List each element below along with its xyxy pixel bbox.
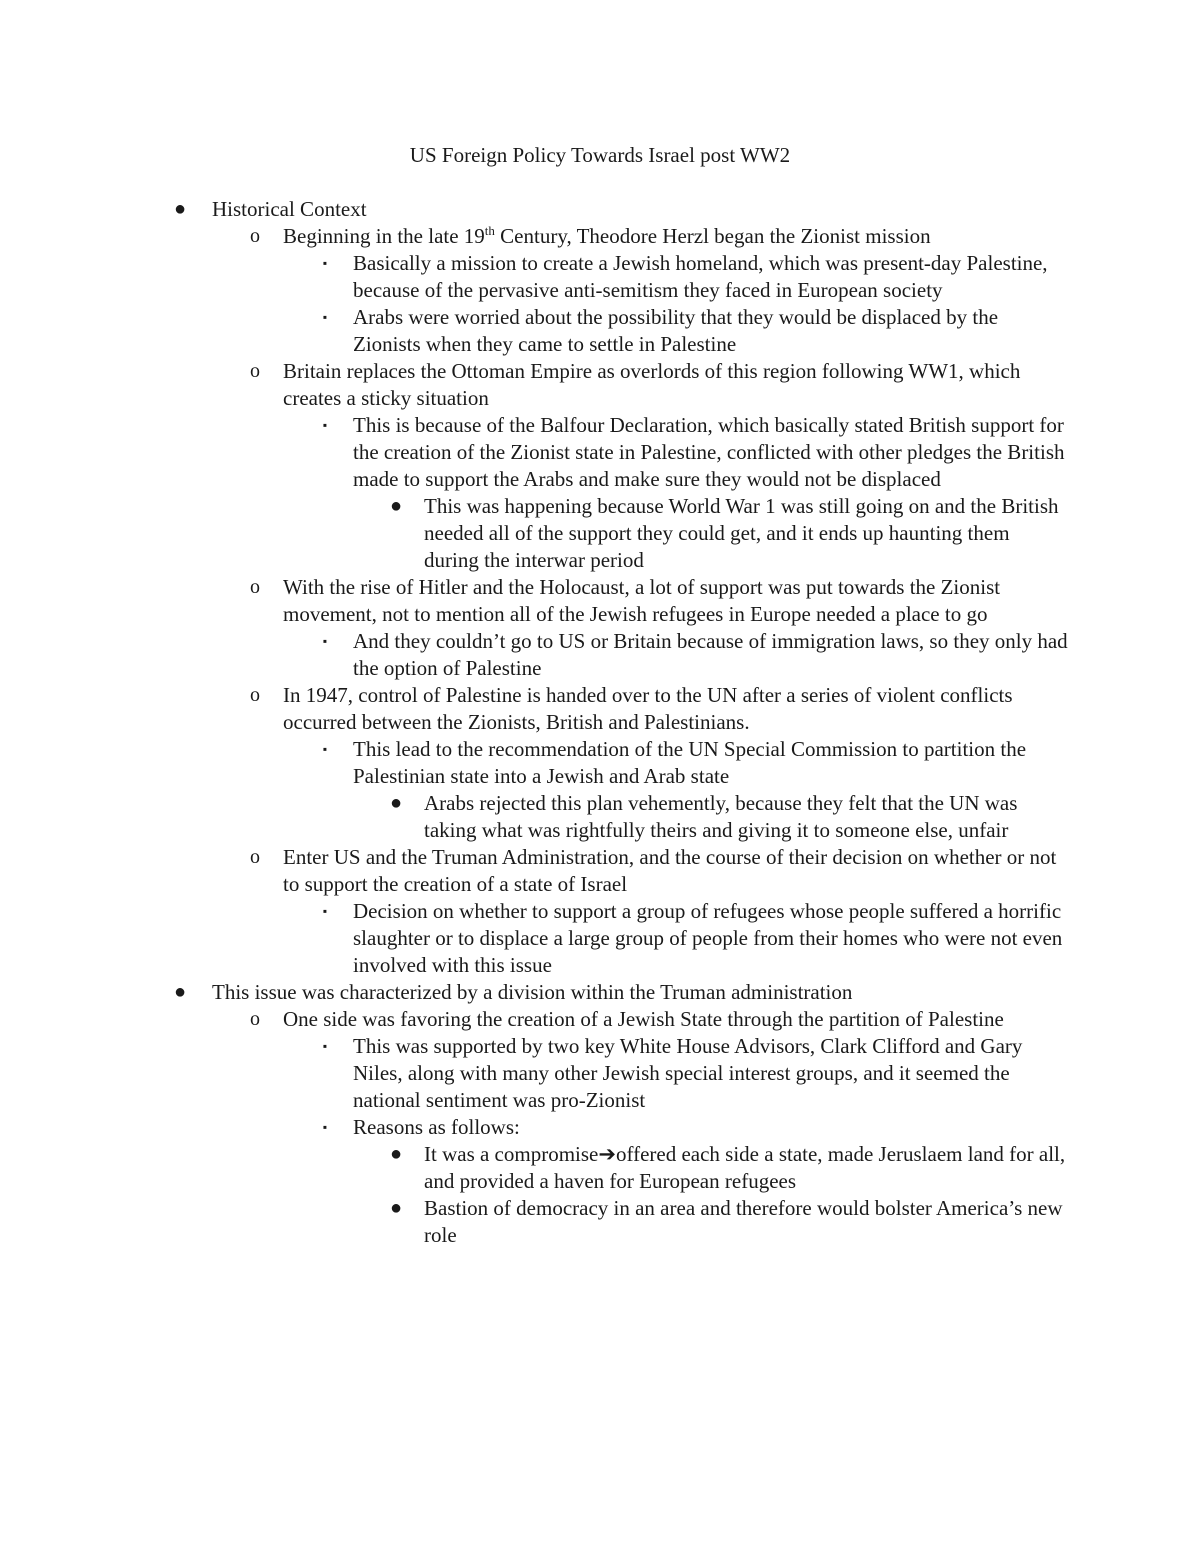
list-item-text: Historical Context [212, 197, 367, 221]
list-item [250, 844, 1073, 898]
list-item [389, 1195, 1069, 1249]
bullet-marker: ● [389, 1197, 403, 1219]
list-item [173, 979, 1072, 1006]
list-item [389, 790, 1069, 844]
list-item [322, 412, 1068, 493]
list-item [250, 1006, 1073, 1033]
circle-marker: o [250, 225, 260, 247]
list-item-text: Bastion of democracy in an area and therefore would bolster America’s new role [424, 1196, 1063, 1247]
outline-list [0, 196, 1200, 1249]
list-item [322, 1114, 1068, 1141]
list-item [322, 304, 1068, 358]
list-item-text: This is because of the Balfour Declaration, which basically stated British support for the creation of the Zionist state in Palestine, conflicted with other pledges the British made to support the Arabs and make sure they would not be displaced [353, 413, 1065, 491]
list-item-text: Arabs rejected this plan vehemently, because they felt that the UN was taking what was rightfully theirs and giving it to someone else, unfair [424, 791, 1018, 842]
document-title: US Foreign Policy Towards Israel post WW2 [409, 143, 791, 167]
list-item-text: This issue was characterized by a division within the Truman administration [212, 980, 853, 1004]
square-marker: ▪ [322, 1039, 328, 1053]
list-item-text: Beginning in the late 19 [283, 224, 485, 248]
bullet-marker: ● [389, 792, 403, 814]
list-item [322, 736, 1068, 790]
list-item-text: And they couldn’t go to US or Britain because of immigration laws, so they only had the option of Palestine [353, 629, 1068, 680]
circle-marker: o [250, 1008, 260, 1030]
bullet-marker: ● [173, 198, 187, 220]
list-item [322, 1033, 1068, 1114]
list-item [389, 493, 1069, 574]
list-item-text: Enter US and the Truman Administration, and the course of their decision on whether or not to support the creation of a state of Israel [283, 845, 1057, 896]
list-item-text: Arabs were worried about the possibility that they would be displaced by the Zionists when they came to settle in Palestine [353, 305, 999, 356]
list-item [250, 358, 1073, 412]
list-item-text: In 1947, control of Palestine is handed over to the UN after a series of violent conflicts occurred between the Zionists, British and Palestinians. [283, 683, 1013, 734]
square-marker: ▪ [322, 418, 328, 432]
superscript: th [484, 223, 495, 238]
list-item-text: Reasons as follows: [353, 1115, 520, 1139]
list-item [173, 196, 1072, 223]
list-item-text: Decision on whether to support a group of refugees whose people suffered a horrific slaughter or to displace a large group of people from their homes who were not even involved with this issue [353, 899, 1063, 977]
list-item-text: Britain replaces the Ottoman Empire as overlords of this region following WW1, which creates a sticky situation [283, 359, 1021, 410]
list-item [250, 574, 1073, 628]
circle-marker: o [250, 360, 260, 382]
list-item-text: One side was favoring the creation of a Jewish State through the partition of Palestine [283, 1007, 1004, 1031]
square-marker: ▪ [322, 742, 328, 756]
square-marker: ▪ [322, 310, 328, 324]
bullet-marker: ● [389, 1143, 403, 1165]
square-marker: ▪ [322, 904, 328, 918]
circle-marker: o [250, 576, 260, 598]
square-marker: ▪ [322, 634, 328, 648]
square-marker: ▪ [322, 256, 328, 270]
circle-marker: o [250, 684, 260, 706]
list-item [322, 628, 1068, 682]
bullet-marker: ● [173, 981, 187, 1003]
list-item-text: This was happening because World War 1 was still going on and the British needed all of the support they could get, and it ends up haunting them during the interwar period [424, 494, 1059, 572]
list-item [322, 898, 1068, 979]
list-item-text: With the rise of Hitler and the Holocaust, a lot of support was put towards the Zionist movement, not to mention all of the Jewish refugees in Europe needed a place to go [283, 575, 1001, 626]
list-item [250, 682, 1073, 736]
list-item-text: This lead to the recommendation of the UN Special Commission to partition the Palestinian state into a Jewish and Arab state [353, 737, 1027, 788]
list-item-text: It was a compromise➔offered each side a state, made Jeruslaem land for all, and provided a haven for European refugees [424, 1142, 1066, 1193]
square-marker: ▪ [322, 1120, 328, 1134]
list-item-text: This was supported by two key White House Advisors, Clark Clifford and Gary Niles, along with many other Jewish special interest groups, and it seemed the national sentiment was pro-Zionist [353, 1034, 1023, 1112]
bullet-marker: ● [389, 495, 403, 517]
list-item [389, 1141, 1069, 1195]
list-item-text: Basically a mission to create a Jewish homeland, which was present-day Palestine, because of the pervasive anti-semitism they faced in European society [353, 251, 1048, 302]
circle-marker: o [250, 846, 260, 868]
list-item [322, 250, 1068, 304]
list-item [250, 223, 1073, 250]
list-item-text: Century, Theodore Herzl began the Zionist mission [494, 224, 931, 248]
